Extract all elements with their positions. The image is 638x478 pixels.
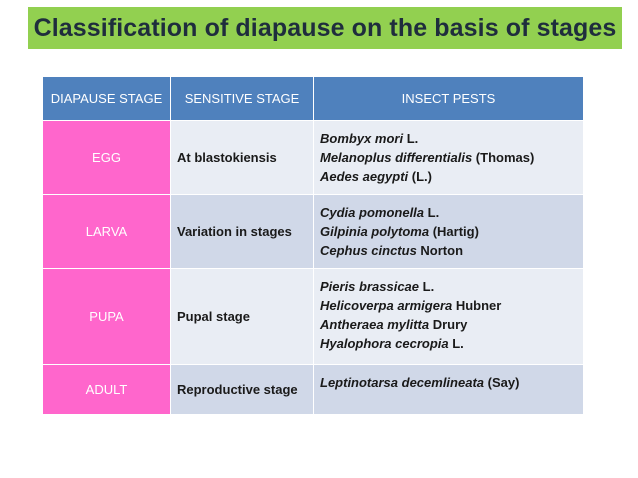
pest-entry: Antheraea mylitta Drury: [320, 317, 468, 332]
sensitive-cell: Variation in stages: [171, 195, 314, 269]
pest-entry: Pieris brassicae L.: [320, 279, 435, 294]
pest-entry: Gilpinia polytoma (Hartig): [320, 224, 479, 239]
table-header-row: [43, 77, 584, 121]
pest-entry: Bombyx mori L.: [320, 131, 419, 146]
table-row: [43, 269, 584, 365]
stage-cell: PUPA: [43, 269, 171, 365]
pest-entry: Leptinotarsa decemlineata (Say): [320, 375, 520, 390]
table-row: [43, 121, 584, 195]
sensitive-cell: At blastokiensis: [171, 121, 314, 195]
stage-cell: EGG: [43, 121, 171, 195]
pest-entry: Aedes aegypti (L.): [320, 169, 432, 184]
sensitive-cell: Pupal stage: [171, 269, 314, 365]
pests-cell: [314, 365, 584, 415]
stage-cell: ADULT: [43, 365, 171, 415]
pests-cell: [314, 269, 584, 365]
pest-entry: Hyalophora cecropia L.: [320, 336, 464, 351]
pests-cell: [314, 195, 584, 269]
table-row: [43, 195, 584, 269]
pest-entry: Helicoverpa armigera Hubner: [320, 298, 502, 313]
title-banner: [28, 7, 622, 49]
pest-entry: Cephus cinctus Norton: [320, 243, 464, 258]
header-insect-pests: INSECT PESTS: [314, 77, 584, 121]
stage-cell: LARVA: [43, 195, 171, 269]
pest-entry: Melanoplus differentialis (Thomas): [320, 150, 535, 165]
sensitive-cell: Reproductive stage: [171, 365, 314, 415]
page-title: Classification of diapause on the basis of stages: [33, 13, 617, 42]
diapause-table: [42, 76, 584, 415]
pest-entry: Cydia pomonella L.: [320, 205, 440, 220]
table-row: [43, 365, 584, 415]
pests-cell: [314, 121, 584, 195]
header-sensitive-stage: SENSITIVE STAGE: [171, 77, 314, 121]
header-diapause-stage: DIAPAUSE STAGE: [43, 77, 171, 121]
